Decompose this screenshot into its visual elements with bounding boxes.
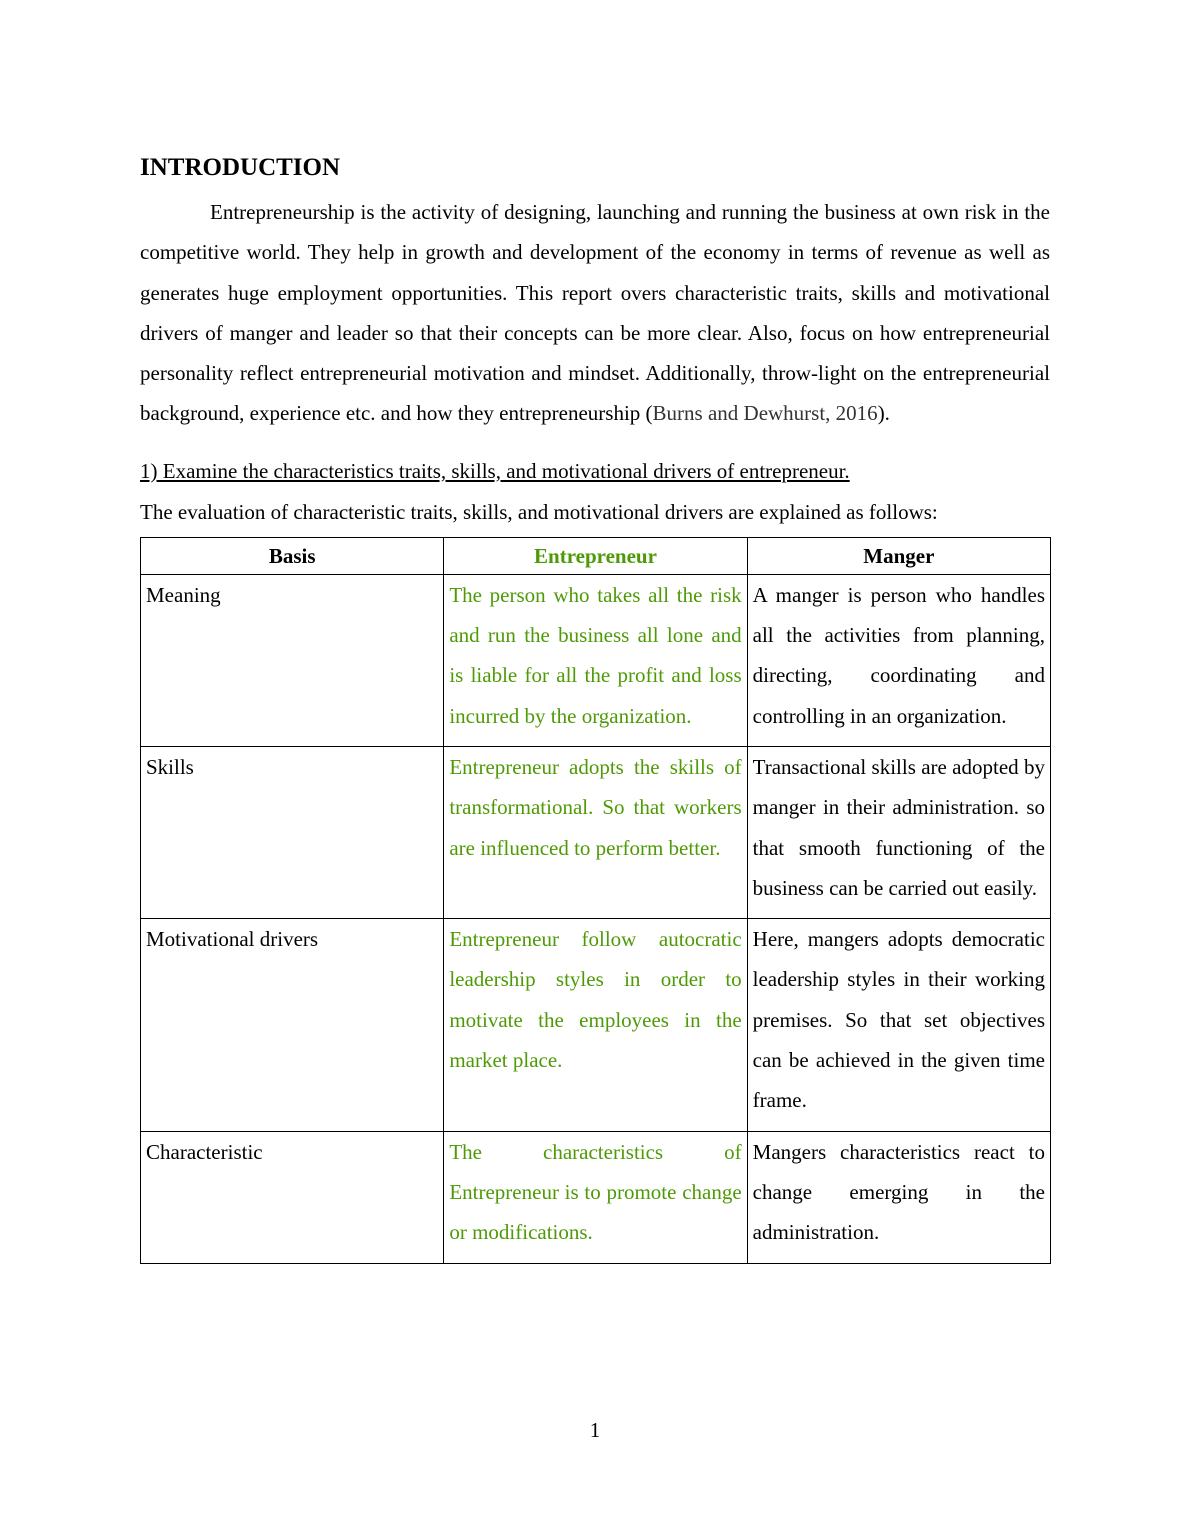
question-heading: 1) Examine the characteristics traits, skills, and motivational drivers of entrepreneur. <box>140 458 850 483</box>
header-entrepreneur: Entrepreneur <box>444 537 747 574</box>
intro-citation: Burns and Dewhurst, 2016 <box>652 401 878 426</box>
evaluation-line: The evaluation of characteristic traits, skills, and motivational drivers are explained as follows: <box>140 499 938 524</box>
intro-paragraph <box>140 192 1050 434</box>
header-manager: Manger <box>747 537 1050 574</box>
table-row <box>141 1131 1051 1263</box>
cell-manager: Mangers characteristics react to change emerging in the administration. <box>747 1131 1050 1263</box>
cell-entrepreneur: The person who takes all the risk and run the business all lone and is liable for all the profit and loss incurred by the organization. <box>444 574 747 746</box>
cell-entrepreneur: The characteristics of Entrepreneur is to promote change or modifications. <box>444 1131 747 1263</box>
cell-manager: A manger is person who handles all the activities from planning, directing, coordinating and controlling in an organization. <box>747 574 1050 746</box>
header-basis: Basis <box>141 537 444 574</box>
page-title: INTRODUCTION <box>140 154 341 181</box>
cell-basis: Characteristic <box>141 1131 444 1263</box>
cell-basis: Meaning <box>141 574 444 746</box>
document-page <box>140 150 1050 1264</box>
cell-manager: Transactional skills are adopted by manger in their administration. so that smooth functioning of the business can be carried out easily. <box>747 746 1050 918</box>
comparison-table <box>140 537 1051 1264</box>
cell-basis: Motivational drivers <box>141 919 444 1131</box>
cell-entrepreneur: Entrepreneur adopts the skills of transformational. So that workers are influenced to perform better. <box>444 746 747 918</box>
intro-text: Entrepreneurship is the activity of designing, launching and running the business at own risk in the competitive world. They help in growth and development of the economy in terms of revenue as well as generates huge employment opportunities. This report overs characteristic traits, skills and motivational drivers of manger and leader so that their concepts can be more clear. Also, focus on how entrepreneurial personality reflect entrepreneurial motivation and mindset. Additionally, throw-light on the entrepreneurial background, experience etc. and how they entrepreneurship ( <box>140 200 1050 426</box>
table-row <box>141 746 1051 918</box>
cell-basis: Skills <box>141 746 444 918</box>
table-header-row <box>141 537 1051 574</box>
intro-end: ). <box>877 401 890 426</box>
cell-manager: Here, mangers adopts democratic leadership styles in their working premises. So that set objectives can be achieved in the given time frame. <box>747 919 1050 1131</box>
cell-entrepreneur: Entrepreneur follow autocratic leadership styles in order to motivate the employees in the market place. <box>444 919 747 1131</box>
table-row <box>141 574 1051 746</box>
table-row <box>141 919 1051 1131</box>
page-number: 1 <box>589 1418 601 1442</box>
